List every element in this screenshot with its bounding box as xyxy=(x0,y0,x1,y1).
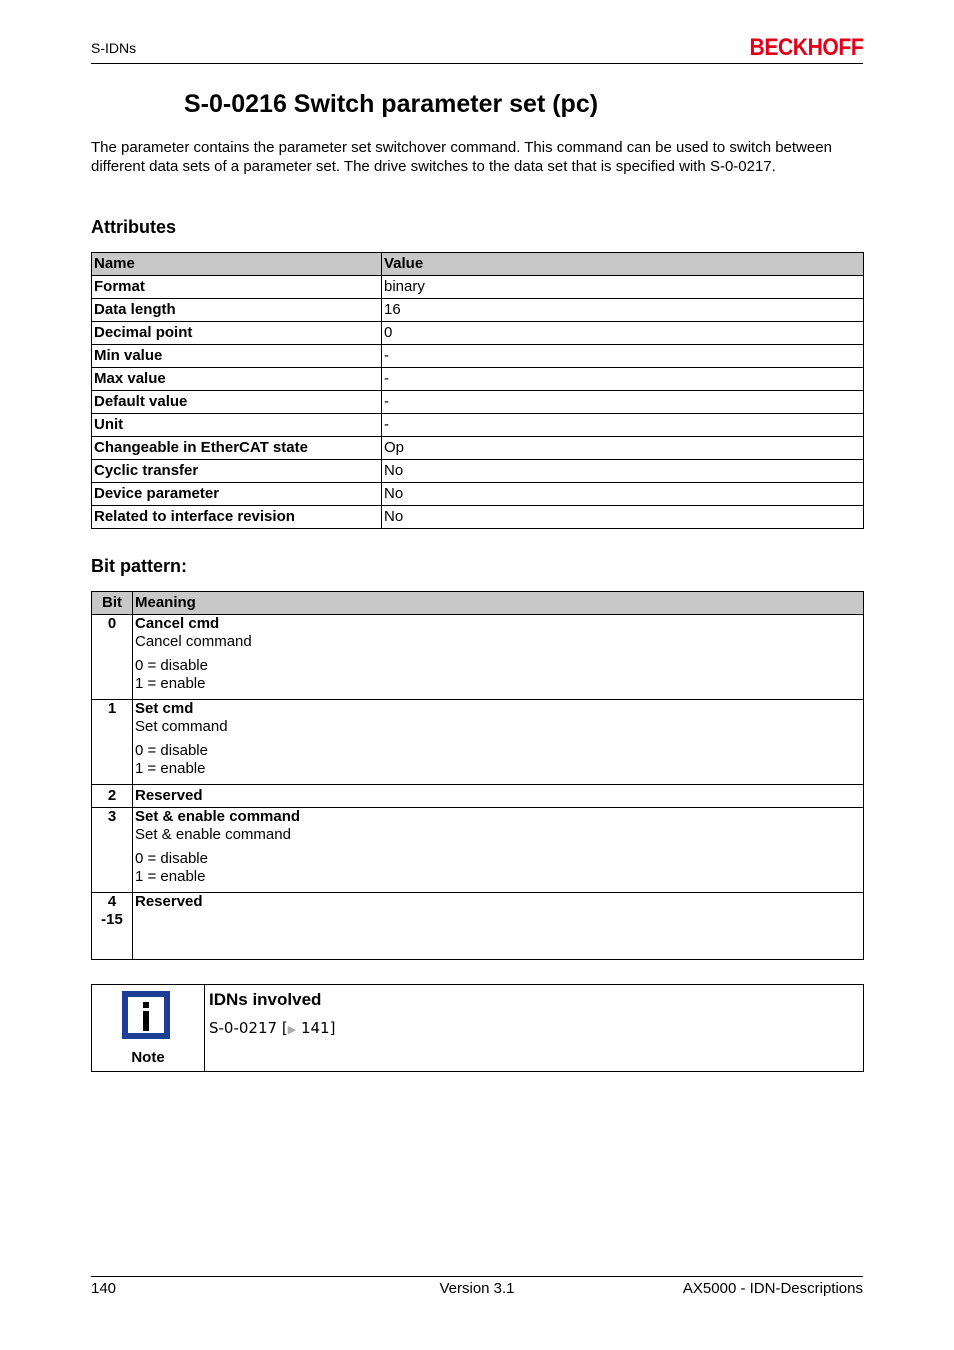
bit-meaning xyxy=(133,785,864,808)
table-row xyxy=(92,460,864,483)
bit-number: 3 xyxy=(92,808,133,893)
bit-value-0: 0 = disable xyxy=(135,850,208,867)
attr-name: Related to interface revision xyxy=(92,506,382,529)
attr-name: Cyclic transfer xyxy=(92,460,382,483)
bit-number xyxy=(92,893,133,960)
bit-meaning xyxy=(133,893,864,960)
bit-title: Cancel cmd xyxy=(135,615,220,632)
table-row xyxy=(92,506,864,529)
bit-description: Set command xyxy=(135,718,228,735)
column-header-meaning: Meaning xyxy=(133,592,864,615)
attr-value: No xyxy=(382,483,864,506)
column-header-bit: Bit xyxy=(92,592,133,615)
table-row xyxy=(92,437,864,460)
bit-title: Set cmd xyxy=(135,700,194,717)
table-row xyxy=(92,785,864,808)
page-header-section: S-IDNs xyxy=(91,40,137,56)
idn-link-page[interactable]: 141] xyxy=(300,1019,336,1037)
table-row xyxy=(92,345,864,368)
attr-value: - xyxy=(382,391,864,414)
table-header-row xyxy=(92,592,864,615)
attr-value: 0 xyxy=(382,322,864,345)
table-row xyxy=(92,414,864,437)
idn-link-text[interactable]: S-0-0217 [ xyxy=(209,1019,288,1037)
bit-title: Set & enable command xyxy=(135,808,301,825)
table-row xyxy=(92,808,864,893)
bit-value-0: 0 = disable xyxy=(135,657,208,674)
bit-range-start: 4 xyxy=(107,893,117,910)
bit-value-0: 0 = disable xyxy=(135,742,208,759)
footer-rule xyxy=(91,1276,863,1277)
attr-value: - xyxy=(382,414,864,437)
attr-value: - xyxy=(382,368,864,391)
bit-pattern-table xyxy=(91,591,864,960)
info-icon xyxy=(122,991,170,1039)
bit-meaning xyxy=(133,615,864,700)
column-header-name: Name xyxy=(92,253,382,276)
table-row xyxy=(92,368,864,391)
attr-value: 16 xyxy=(382,299,864,322)
link-arrow-icon: ▶ xyxy=(287,1023,297,1036)
page-number: 140 xyxy=(91,1280,117,1297)
attr-name: Max value xyxy=(92,368,382,391)
document-version: Version 3.1 xyxy=(439,1280,515,1297)
bit-number: 2 xyxy=(92,785,133,808)
attr-name: Device parameter xyxy=(92,483,382,506)
document-name: AX5000 - IDN-Descriptions xyxy=(682,1280,863,1297)
attr-name: Decimal point xyxy=(92,322,382,345)
attr-name: Default value xyxy=(92,391,382,414)
attr-value: No xyxy=(382,460,864,483)
bit-meaning xyxy=(133,808,864,893)
bit-value-1: 1 = enable xyxy=(135,868,206,885)
table-row xyxy=(92,276,864,299)
attr-name: Min value xyxy=(92,345,382,368)
attr-value: No xyxy=(382,506,864,529)
table-row xyxy=(92,299,864,322)
idn-link[interactable] xyxy=(209,1019,335,1037)
bit-number: 1 xyxy=(92,700,133,785)
attributes-heading: Attributes xyxy=(91,217,176,237)
note-box xyxy=(91,984,864,1072)
bit-number: 0 xyxy=(92,615,133,700)
header-rule xyxy=(91,63,863,64)
page-title: S-0-0216 Switch parameter set (pc) xyxy=(184,90,599,118)
table-row xyxy=(92,391,864,414)
bit-description: Set & enable command xyxy=(135,826,291,843)
column-header-value: Value xyxy=(382,253,864,276)
attr-name: Data length xyxy=(92,299,382,322)
attr-value: binary xyxy=(382,276,864,299)
attributes-table xyxy=(91,252,864,529)
bit-title: Reserved xyxy=(135,787,203,804)
bit-pattern-heading: Bit pattern: xyxy=(91,556,187,576)
bit-value-1: 1 = enable xyxy=(135,675,206,692)
bit-title: Reserved xyxy=(135,893,203,910)
table-header-row xyxy=(92,253,864,276)
bit-value-1: 1 = enable xyxy=(135,760,206,777)
note-icon-cell xyxy=(92,985,205,1071)
bit-range-end: -15 xyxy=(101,911,123,928)
bit-meaning xyxy=(133,700,864,785)
bit-description: Cancel command xyxy=(135,633,252,650)
attr-name: Unit xyxy=(92,414,382,437)
attr-value: Op xyxy=(382,437,864,460)
note-title: IDNs involved xyxy=(209,990,322,1009)
table-row xyxy=(92,322,864,345)
table-row xyxy=(92,700,864,785)
beckhoff-logo: BECKHOFF xyxy=(749,34,863,61)
attr-name: Changeable in EtherCAT state xyxy=(92,437,382,460)
attr-name: Format xyxy=(92,276,382,299)
table-row xyxy=(92,483,864,506)
table-row xyxy=(92,615,864,700)
attr-value: - xyxy=(382,345,864,368)
intro-paragraph: The parameter contains the parameter set switchover command. This command can be used to switch between different data sets of a parameter set. The drive switches to the data set that is specified with S-0-0217. xyxy=(91,139,832,175)
table-row xyxy=(92,893,864,960)
note-label: Note xyxy=(131,1049,165,1066)
